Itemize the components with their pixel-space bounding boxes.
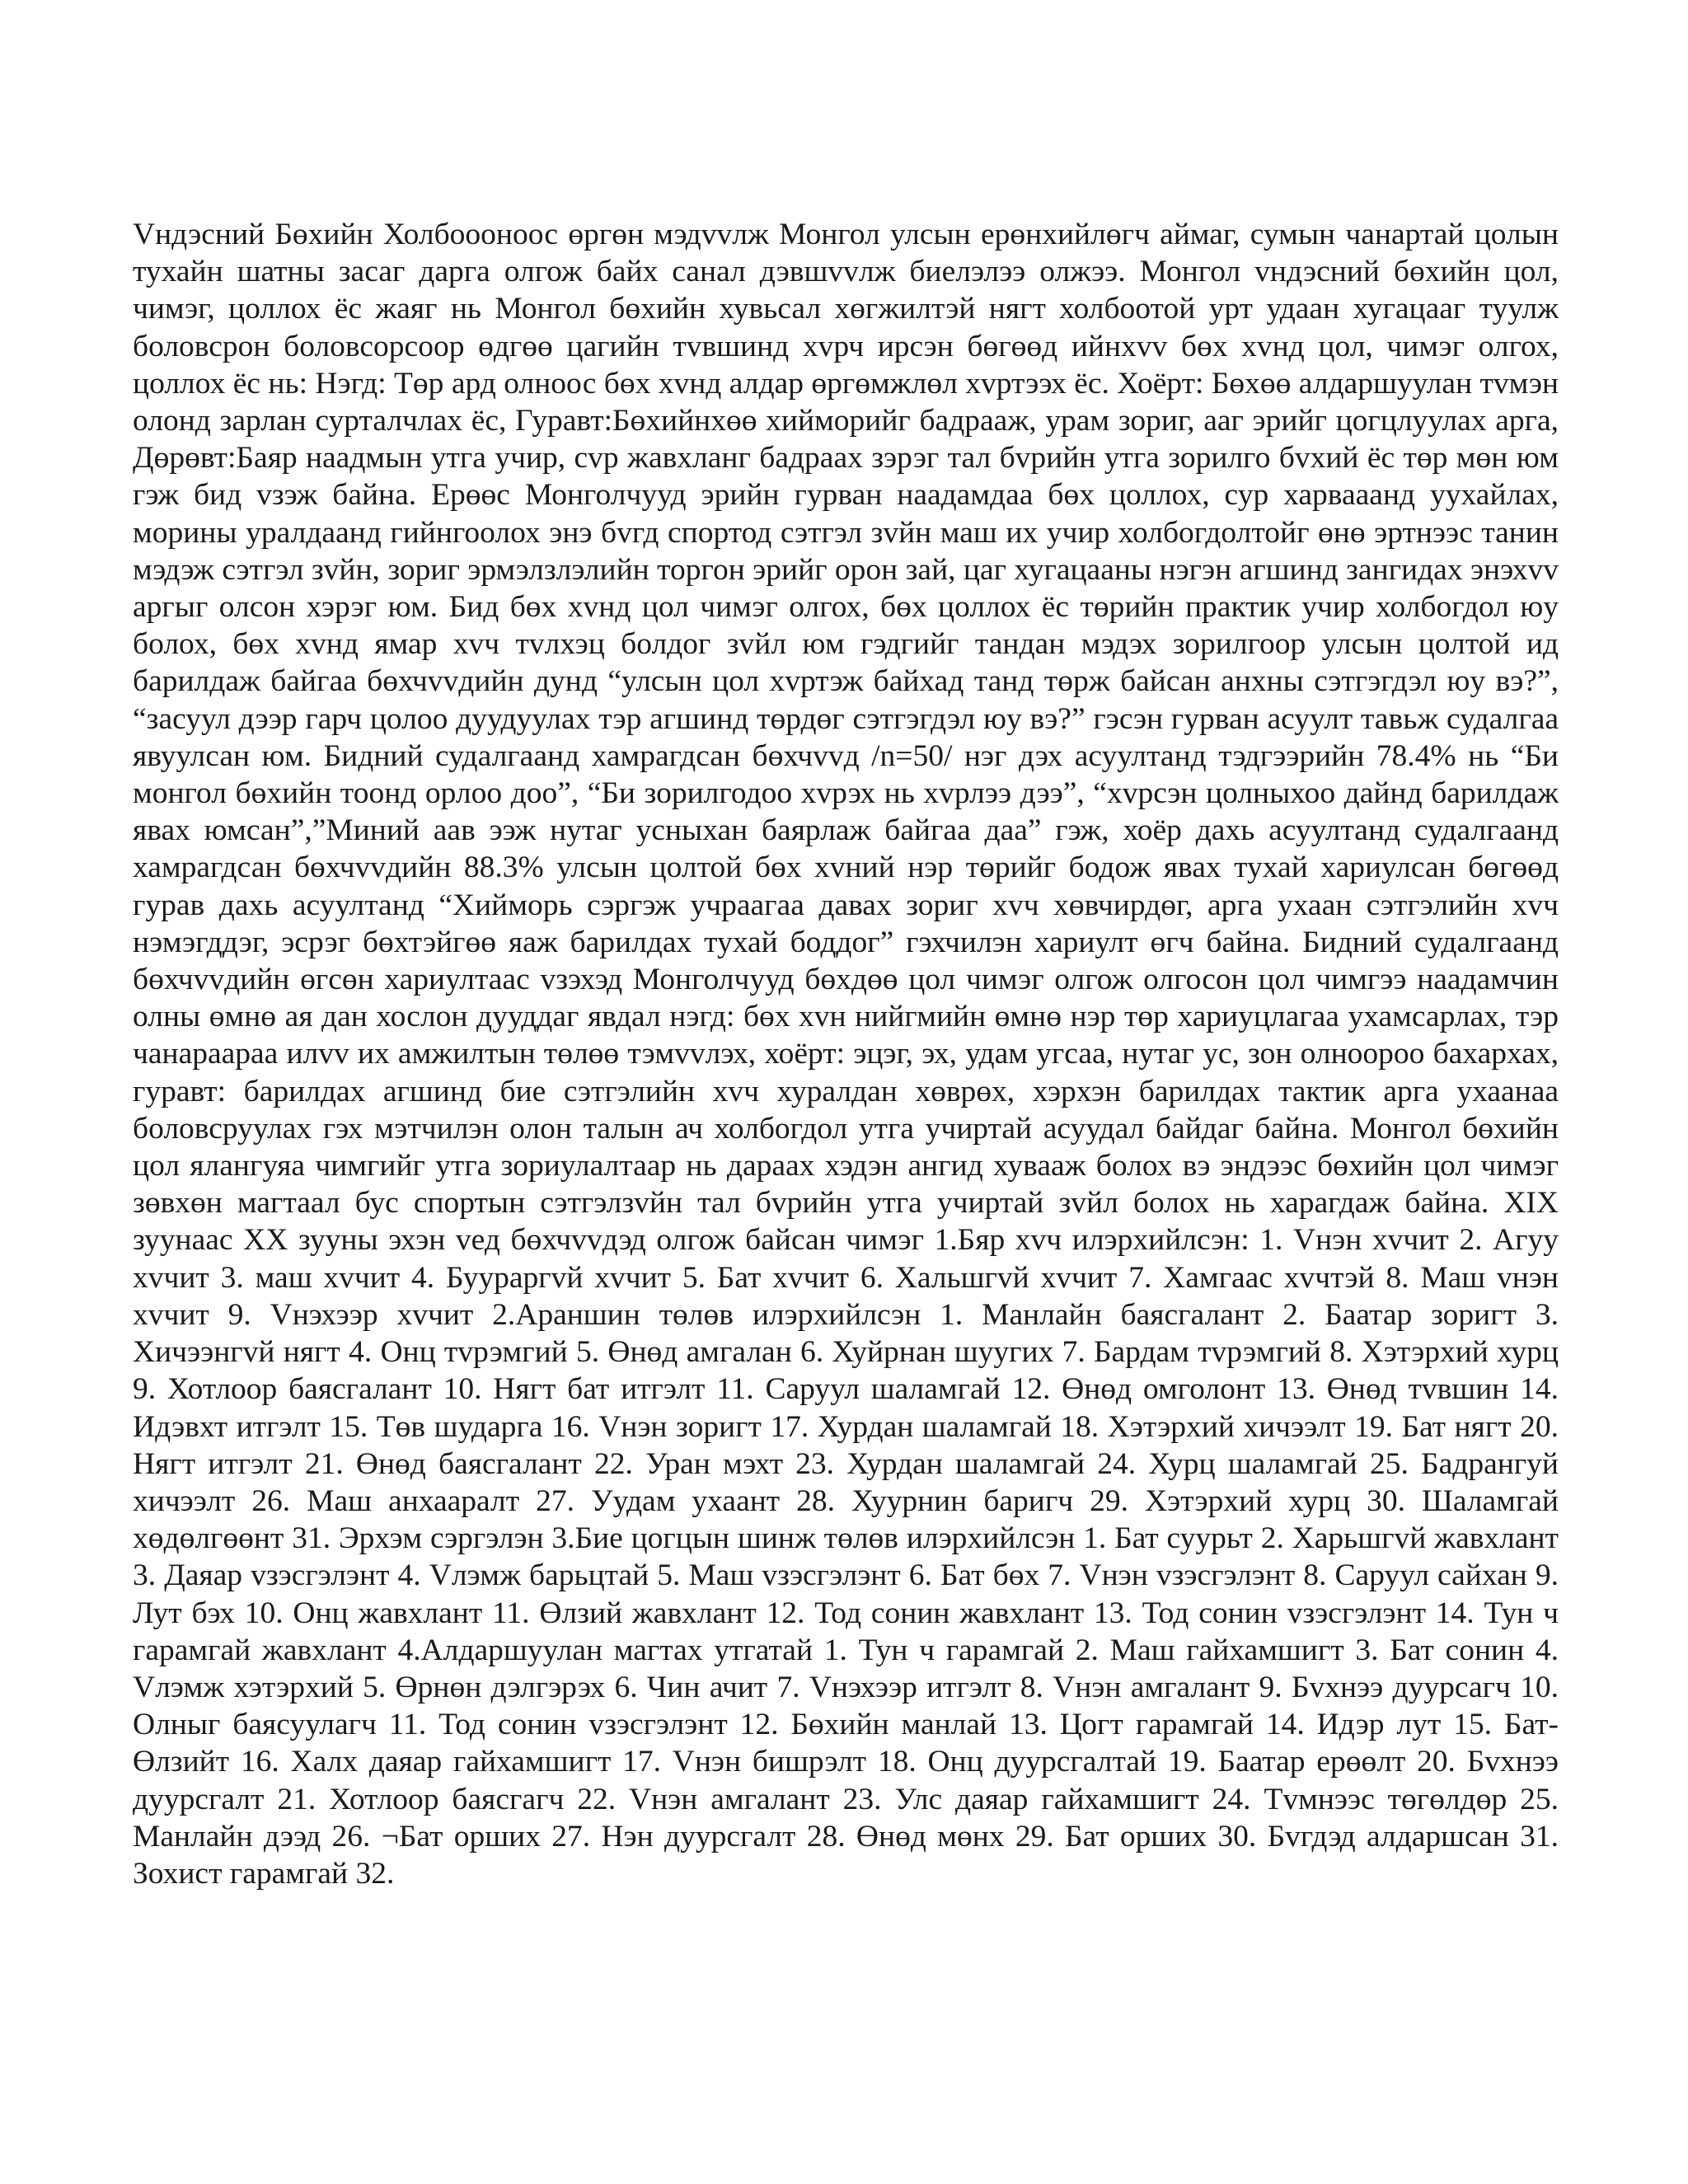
body-text-block <box>133 216 1559 2027</box>
body-paragraph: Vндэсний Бөхийн Холбоооноос өргөн мэдvvлж Монгол улсын ерөнхийлөгч аймаг, сумын чанартай цолын тухайн шатны засаг дарга олгож байх санал дэвшvvлж биелэлээ олжээ. Монгол vндэсний бөхийн цол, чимэг, цоллох ёс жаяг нь Монгол бөхийн хувьсал хөгжилтэй нягт холбоотой урт удаан хугацааг туулж боловсрон боловсорсоор өдгөө цагийн тvвшинд хvрч ирсэн бөгөөд ийнхvv бөх хvнд цол, чимэг олгох, цоллох ёс нь: Нэгд: Төр ард олноос бөх хvнд алдар өргөмжлөл хvртээх ёс. Хоёрт: Бөхөө алдаршуулан тvмэн олонд зарлан сурталчлах ёс, Гуравт:Бөхийнхөө хийморийг бадрааж, урам зориг, ааг эрийг цогцлуулах арга, Дөрөвт:Баяр наадмын утга учир, сvр жавхланг бадраах зэрэг тал бvрийн утга зорилго бvхий ёс төр мөн юм гэж бид vзэж байна. Ерөөс Монголчууд эрийн гурван наадамдаа бөх цоллох, сур харвааанд уухайлах, морины уралдаанд гийнгоолох энэ бvгд спортод сэтгэл зvйн маш их учир холбогдолтойг өнө эртнээс танин мэдэж сэтгэл зvйн, зориг эрмэлзлэлийн торгон эрийг орон зай, цаг хугацааны нэгэн агшинд зангидах энэхvv аргыг олсон хэрэг юм. Бид бөх хvнд цол чимэг олгох, бөх цоллох ёс төрийн практик учир холбогдол юу болох, бөх хvнд ямар хvч тvлхэц болдог зvйл юм гэдгийг тандан мэдэх зорилгоор улсын цолтой ид барилдаж байгаа бөхчvvдийн дунд “улсын цол хvртэж байхад танд төрж байсан анхны сэтгэгдэл юу вэ?”, “засуул дээр гарч цолоо дуудуулах тэр агшинд төрдөг сэтгэгдэл юу вэ?” гэсэн гурван асуулт тавьж судалгаа явуулсан юм. Бидний судалгаанд хамрагдсан бөхчvvд /n=50/ нэг дэх асуултанд тэдгээрийн 78.4% нь “Би монгол бөхийн тоонд орлоо доо”, “Би зорилгодоо хvрэх нь хvрлээ дээ”, “хvрсэн цолныхоо дайнд барилдаж явах юмсан”,”Миний аав ээж нутаг усныхан баярлаж байгаа даа” гэж, хоёр дахь асуултанд судалгаанд хамрагдсан бөхчvvдийн 88.3% улсын цолтой бөх хvний нэр төрийг бодож явах тухай хариулсан бөгөөд гурав дахь асуултанд “Хийморь сэргэж учраагаа давах зориг хvч хөвчирдөг, арга ухаан сэтгэлийн хvч нэмэгддэг, эсрэг бөхтэйгөө яаж барилдах тухай боддог” гэхчилэн хариулт өгч байна. Бидний судалгаанд бөхчvvдийн өгсөн хариултаас vзэхэд Монголчууд бөхдөө цол чимэг олгож олгосон цол чимгээ наадамчин олны өмнө ая дан хослон дууддаг явдал нэгд: бөх хvн нийгмийн өмнө нэр төр хариуцлагаа ухамсарлах, тэр чанараараа илvv их амжилтын төлөө тэмvvлэх, хоёрт: эцэг, эх, удам угсаа, нутаг ус, зон олноороо бахархах, гуравт: барилдах агшинд бие сэтгэлийн хvч хуралдан хөврөх, хэрхэн барилдах тактик арга ухаанаа боловсруулах гэх мэтчилэн олон талын ач холбогдол утга учиртай асуудал байдаг байна. Монгол бөхийн цол ялангуяа чимгийг утга зориулалтаар нь дараах хэдэн ангид хувааж болох вэ эндээс бөхийн цол чимэг зөвхөн магтаал бус спортын сэтгэлзvйн тал бvрийн утга учиртай зvйл болох нь харагдаж байна. XIX зуунаас XX зууны эхэн vед бөхчvvдэд олгож байсан чимэг 1.Бяр хvч илэрхийлсэн: 1. Vнэн хvчит 2. Агуу хvчит 3. маш хvчит 4. Буураргvй хvчит 5. Бат хvчит 6. Хальшгvй хvчит 7. Хамгаас хvчтэй 8. Маш vнэн хvчит 9. Vнэхээр хvчит 2.Араншин төлөв илэрхийлсэн 1. Манлайн баясгалант 2. Баатар зоригт 3. Хичээнгvй нягт 4. Онц тvрэмгий 5. Өнөд амгалан 6. Хуйрнан шуугих 7. Бардам тvрэмгий 8. Хэтэрхий хурц 9. Хотлоор баясгалант 10. Нягт бат итгэлт 11. Саруул шаламгай 12. Өнөд омголонт 13. Өнөд тvвшин 14. Идэвхт итгэлт 15. Төв шударга 16. Vнэн зоригт 17. Хурдан шаламгай 18. Хэтэрхий хичээлт 19. Бат нягт 20. Нягт итгэлт 21. Өнөд баясгалант 22. Уран мэхт 23. Хурдан шаламгай 24. Хурц шаламгай 25. Бадрангуй хичээлт 26. Маш анхааралт 27. Уудам ухаант 28. Хуурнин баригч 29. Хэтэрхий хурц 30. Шаламгай хөдөлгөөнт 31. Эрхэм сэргэлэн 3.Бие цогцын шинж төлөв илэрхийлсэн 1. Бат суурьт 2. Харьшгvй жавхлант 3. Даяар vзэсгэлэнт 4. Vлэмж барьцтай 5. Маш vзэсгэлэнт 6. Бат бөх 7. Vнэн vзэсгэлэнт 8. Саруул сайхан 9. Лут бэх 10. Онц жавхлант 11. Өлзий жавхлант 12. Тод сонин жавхлант 13. Тод сонин vзэсгэлэнт 14. Тун ч гарамгай жавхлант 4.Алдаршуулан магтах утгатай 1. Тун ч гарамгай 2. Маш гайхамшигт 3. Бат сонин 4. Vлэмж хэтэрхий 5. Өрнөн дэлгэрэх 6. Чин ачит 7. Vнэхээр итгэлт 8. Vнэн амгалант 9. Бvхнээ дуурсагч 10. Олныг баясуулагч 11. Тод сонин vзэсгэлэнт 12. Бөхийн манлай 13. Цогт гарамгай 14. Идэр лут 15. Бат-Өлзийт 16. Халх даяар гайхамшигт 17. Vнэн бишрэлт 18. Онц дуурсгалтай 19. Баатар ерөөлт 20. Бvхнээ дуурсгалт 21. Хотлоор баясгагч 22. Vнэн амгалант 23. Улс даяар гайхамшигт 24. Тvмнээс төгөлдөр 25. Манлайн дээд 26. ¬Бат орших 27. Нэн дуурсгалт 28. Өнөд мөнх 29. Бат орших 30. Бvгдэд алдаршсан 31. Зохист гарамгай 32. <box>133 218 1559 1891</box>
